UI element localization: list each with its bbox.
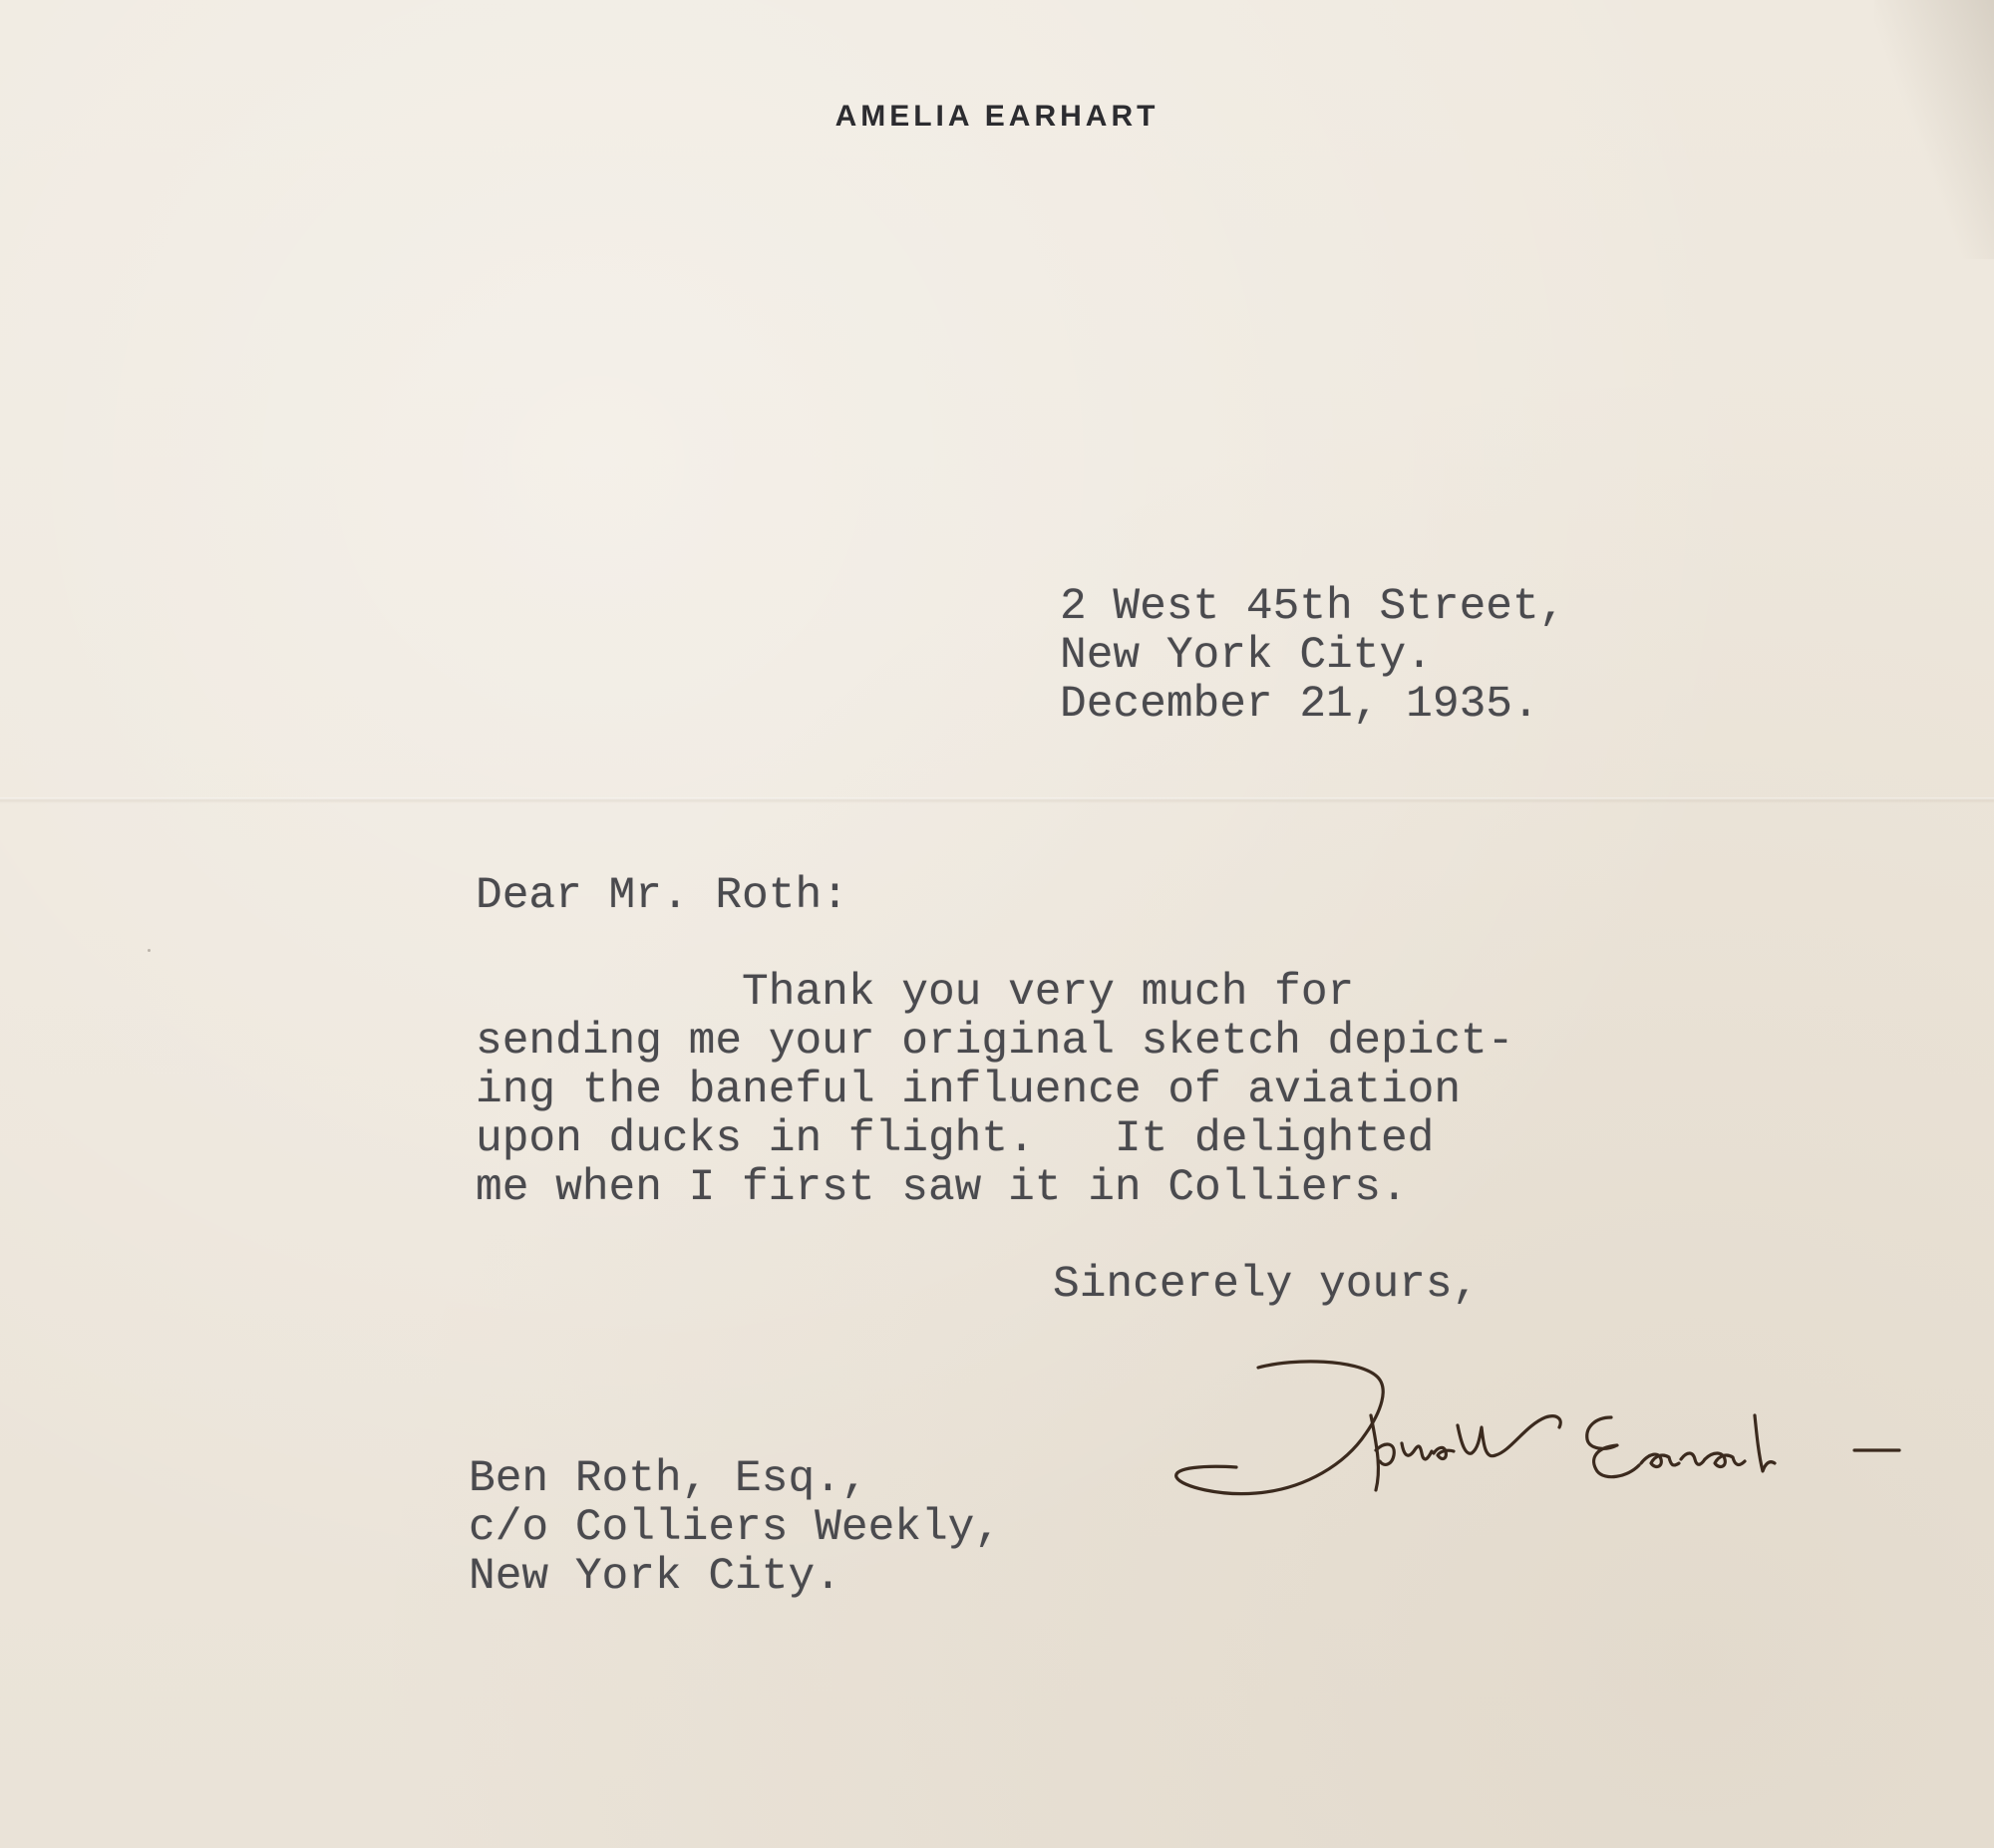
salutation: Dear Mr. Roth: <box>476 871 848 921</box>
recipient-address-line: c/o Colliers Weekly, <box>469 1503 1002 1553</box>
recipient-address-block <box>469 1455 1001 1602</box>
handwritten-signature <box>1166 1356 1964 1505</box>
body-line: sending me your original sketch depict- <box>476 1017 1514 1067</box>
sender-address-block <box>1060 583 1565 730</box>
sender-address-line: 2 West 45th Street, <box>1060 582 1566 632</box>
body-line: Thank you very much for <box>476 968 1355 1018</box>
closing-block <box>1053 1261 1479 1310</box>
body-line: ing the baneful influence of aviation <box>476 1066 1462 1115</box>
salutation-block <box>476 872 848 921</box>
body-line: upon ducks in flight. It delighted <box>476 1114 1435 1164</box>
paper-speck <box>148 949 151 952</box>
recipient-address-line: Ben Roth, Esq., <box>469 1454 868 1504</box>
complimentary-close: Sincerely yours, <box>1053 1260 1480 1310</box>
letterhead-name: AMELIA EARHART <box>834 100 1160 133</box>
letter-body <box>476 969 1513 1213</box>
recipient-address-line: New York City. <box>469 1552 841 1602</box>
paper-fold-line <box>0 797 1994 803</box>
sender-address-line: New York City. <box>1060 631 1433 681</box>
letter-date: December 21, 1935. <box>1060 680 1539 730</box>
body-line: me when I first saw it in Colliers. <box>476 1163 1408 1213</box>
